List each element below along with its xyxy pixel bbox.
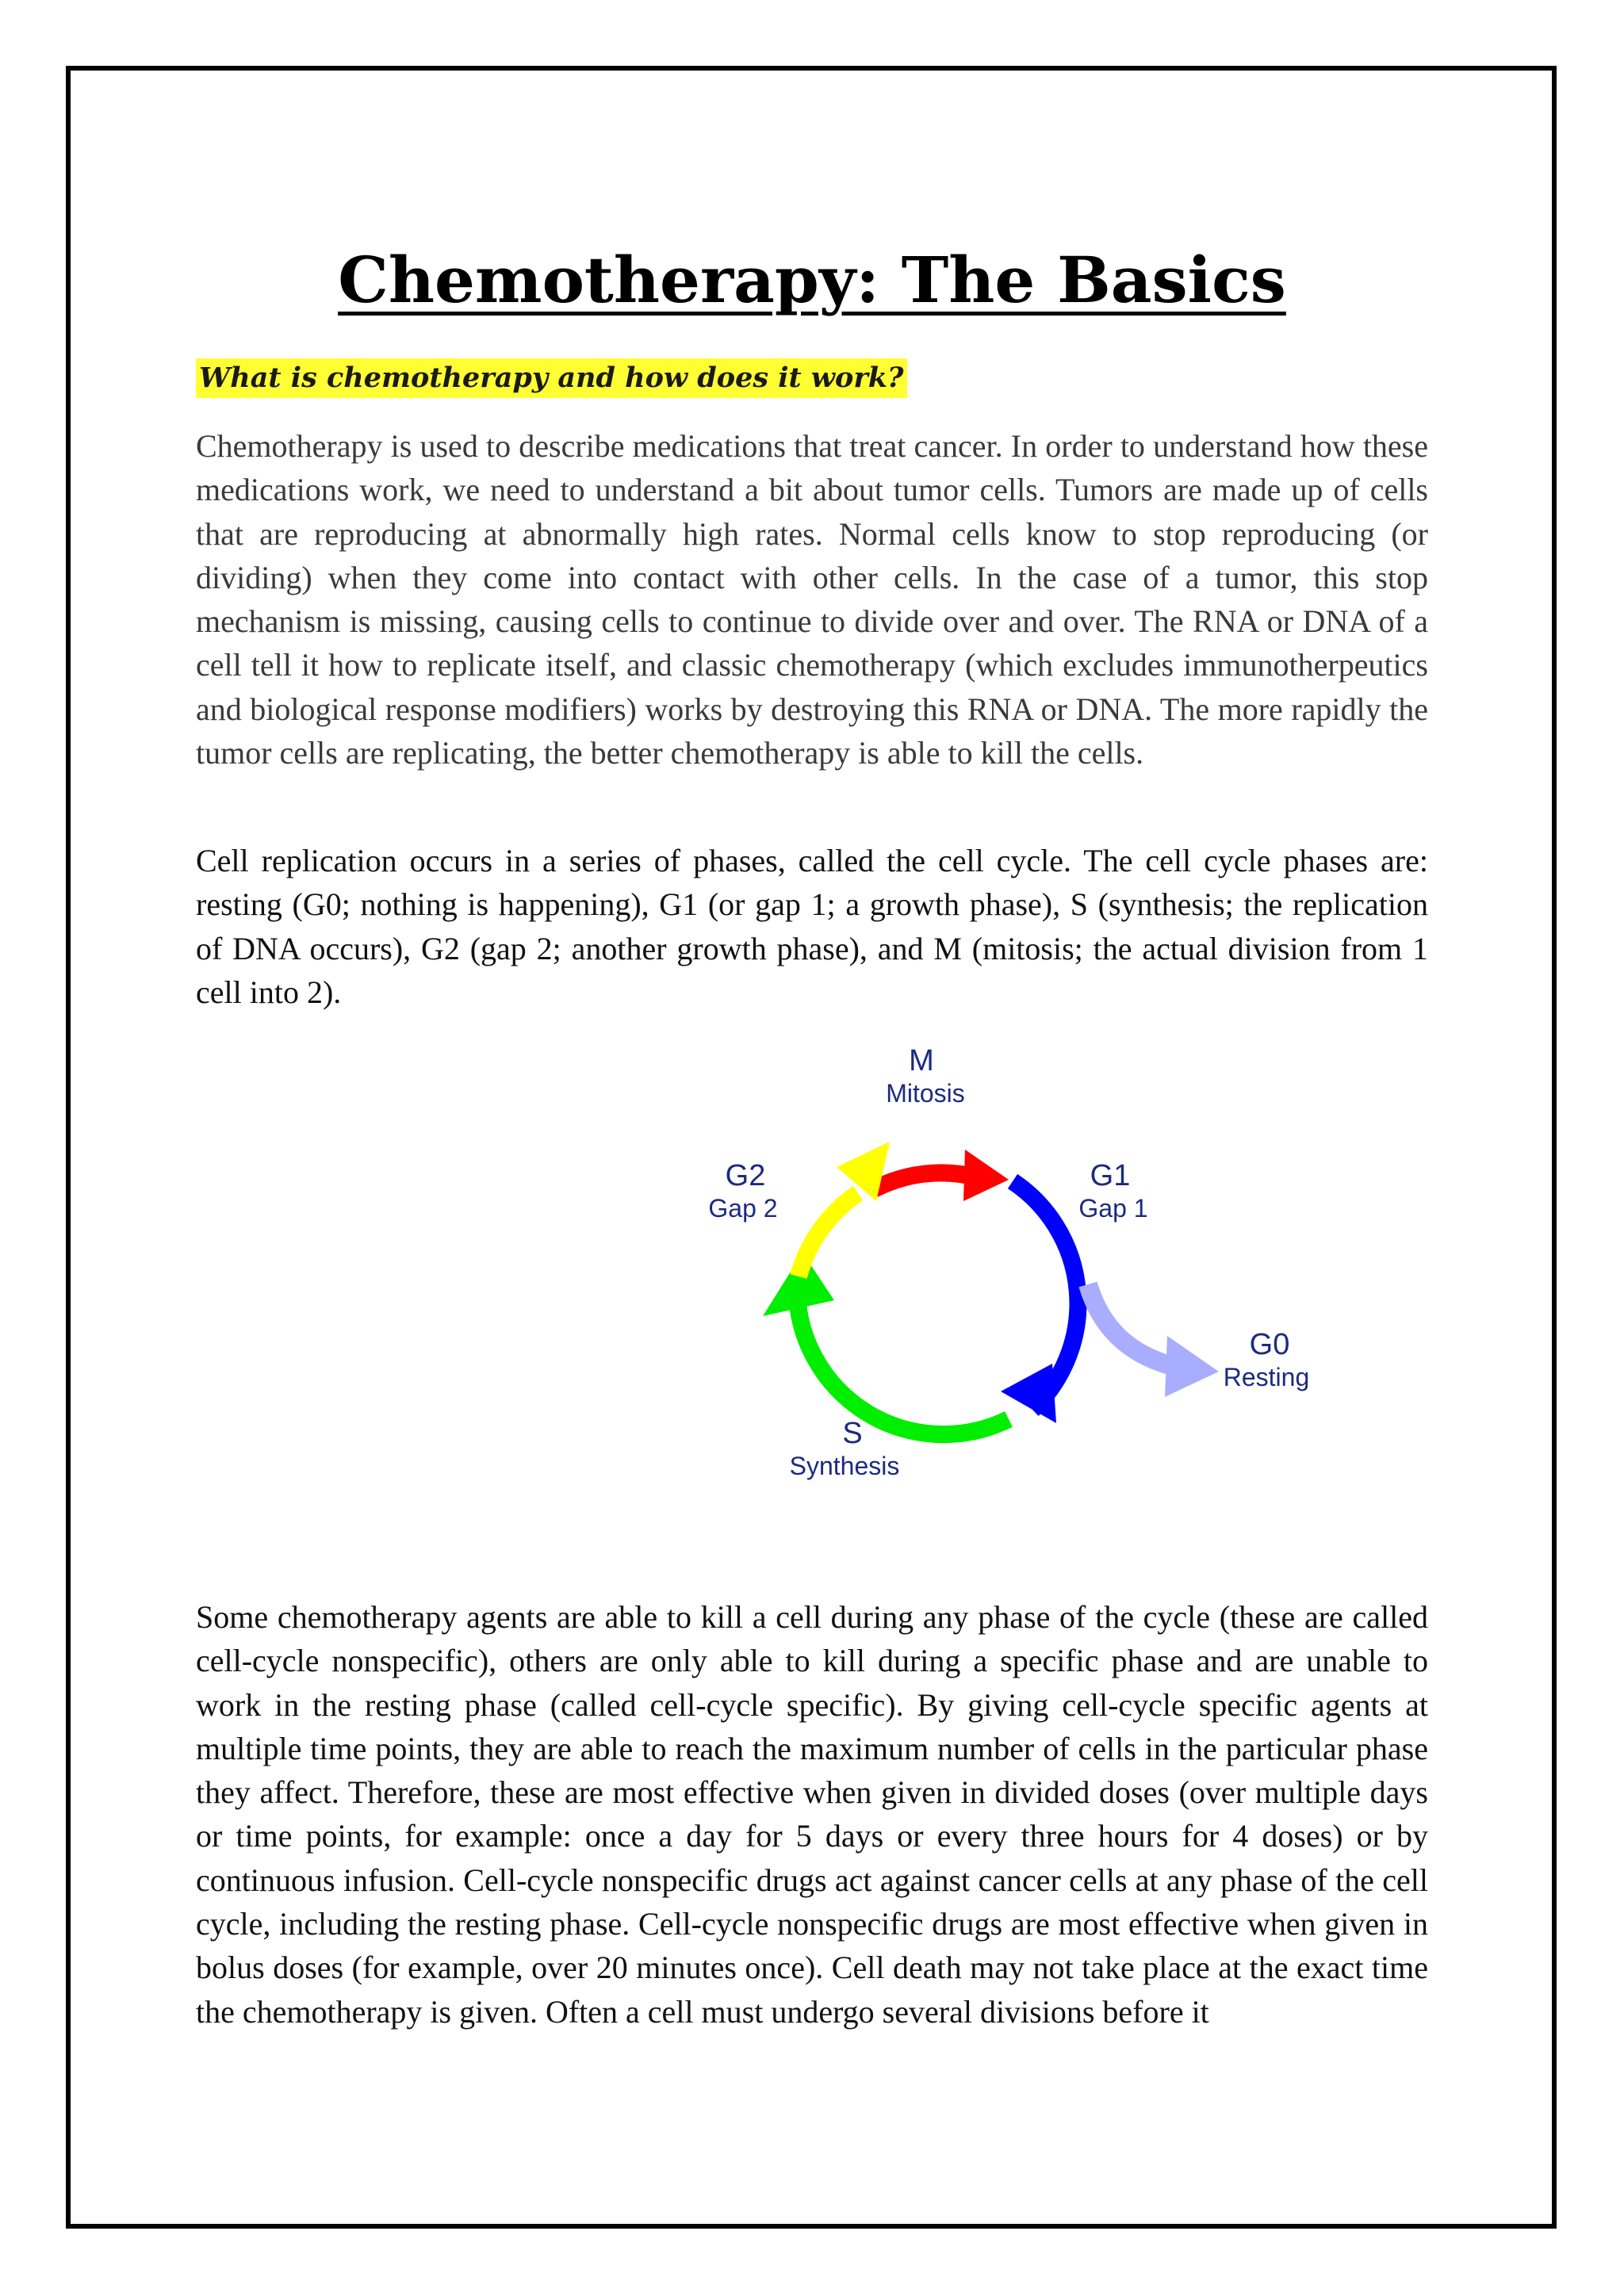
paragraph-cycle-specificity: Some chemotherapy agents are able to kill a cell during any phase of the cycle (these are called cell-cycle nonspecific), others are only able to kill during a specific phase and are unable to work in the resting phase (called cell-cycle specific). By giving cell-cycle specific agents at multiple time points, they are able to reach the maximum number of cells in the particular phase they affect. Therefore, these are most effective when given in divided doses (over multiple days or time points, for example: once a day for 5 days or every three hours for 4 doses) or by continuous infusion. Cell-cycle nonspecific drugs act against cancer cells at any phase of the cell cycle, including the resting phase. Cell-cycle nonspecific drugs are most effective when given in bolus doses (for example, over 20 minutes once). Cell death may not take place at the exact time the chemotherapy is given. Often a cell must undergo several divisions before it — [196, 1599, 1428, 2030]
gap1-arrowhead — [1001, 1364, 1056, 1423]
label-m-code: M — [909, 1044, 934, 1077]
gap2-arc — [799, 1193, 858, 1276]
label-g1-name: Gap 1 — [1078, 1194, 1148, 1223]
mitosis-arc — [874, 1173, 977, 1189]
cell-cycle-diagram — [680, 1031, 1330, 1498]
page-title: Chemotherapy: The Basics — [338, 243, 1286, 317]
label-s-code: S — [842, 1417, 863, 1450]
label-g2-code: G2 — [725, 1159, 766, 1192]
label-m-name: Mitosis — [886, 1079, 965, 1108]
label-g0-code: G0 — [1249, 1328, 1290, 1361]
paragraph-intro: Chemotherapy is used to describe medications that treat cancer. In order to understand how these medications work, we need to understand a bit about tumor cells. Tumors are made up of cells that are reproducing at abnormally high rates. Normal cells know to stop reproducing (or dividing) when they come into contact with other cells. In the case of a tumor, this stop mechanism is missing, causing cells to continue to divide over and over. The RNA or DNA of a cell tell it how to replicate itself, and classic chemotherapy (which excludes immunotherpeutics and biological response modifiers) works by destroying this RNA or DNA. The more rapidly the tumor cells are replicating, the better chemotherapy is able to kill the cells. — [196, 428, 1428, 771]
resting-arc — [1088, 1284, 1179, 1368]
label-s-name: Synthesis — [789, 1452, 900, 1480]
cell-cycle-svg — [680, 1031, 1330, 1498]
mitosis-arrowhead — [963, 1150, 1009, 1201]
label-g2-name: Gap 2 — [708, 1194, 778, 1223]
section-question-highlight: What is chemotherapy and how does it work? — [196, 358, 907, 398]
paragraph-cell-cycle: Cell replication occurs in a series of phases, called the cell cycle. The cell cycle phases are: resting (G0; nothing is happening), G1 (or gap 1; a growth phase), S (synthesis; the replication of DNA occurs), G2 (gap 2; another growth phase), and M (mitosis; the actual division from 1 cell into 2). — [196, 843, 1428, 1010]
resting-arrowhead — [1165, 1336, 1219, 1397]
synthesis-arc — [797, 1292, 1009, 1434]
label-g0-name: Resting — [1223, 1363, 1310, 1391]
label-g1-code: G1 — [1090, 1159, 1131, 1192]
